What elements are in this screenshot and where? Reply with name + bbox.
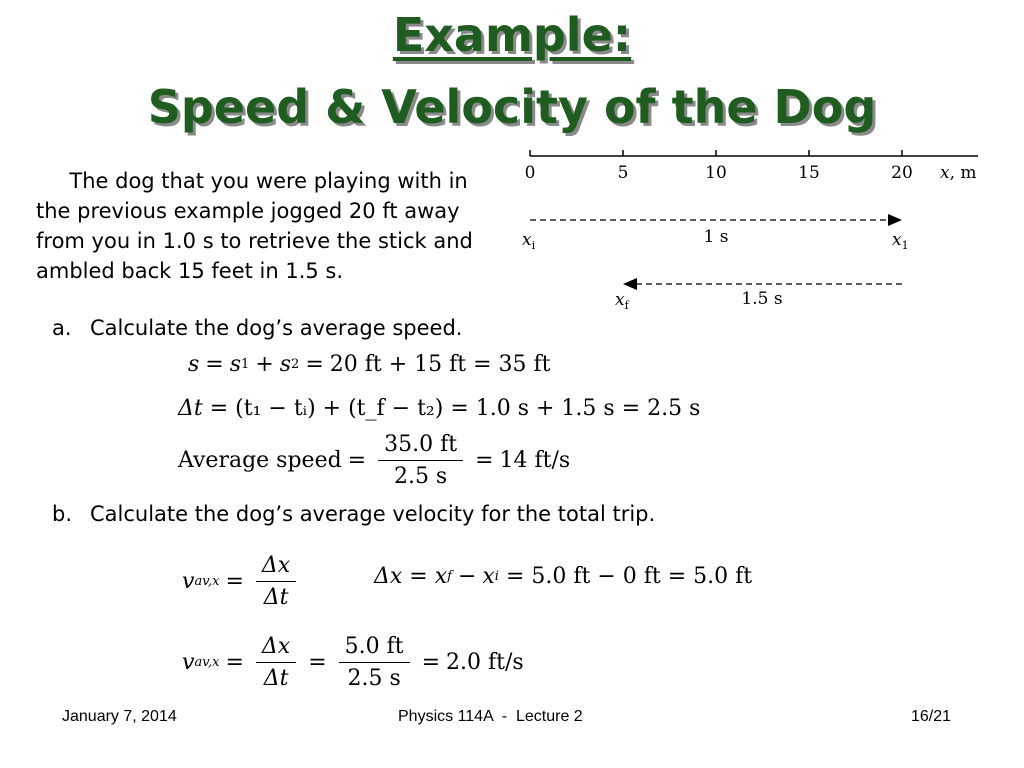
eq5-lhs: Δx = x xyxy=(374,564,448,589)
eq6-denominator1: Δt xyxy=(263,666,289,691)
question-b-label: b. xyxy=(52,502,73,526)
tick-label-20: 20 xyxy=(891,163,913,183)
slide-title-line1: Example: xyxy=(392,8,632,62)
eq4-denominator: Δt xyxy=(263,585,289,610)
eq4-v-sub: av,x xyxy=(194,574,220,589)
x1-label: $x_1$ xyxy=(892,230,909,252)
arrow1-label: 1 s xyxy=(703,227,729,247)
eq3-denominator: 2.5 s xyxy=(393,464,448,489)
question-a-text: Calculate the dog’s average speed. xyxy=(90,316,463,340)
question-b-text: Calculate the dog’s average velocity for the total trip. xyxy=(90,502,656,526)
slide-title-line2: Speed & Velocity of the Dog xyxy=(147,80,877,134)
eq3-label: Average speed xyxy=(178,448,342,473)
eq3-fraction xyxy=(378,432,463,489)
tick-label-15: 15 xyxy=(798,163,820,183)
equation-average-speed: Average speed = $\frac{35.0 ft}{2.5 s}$ = 14 ft/s xyxy=(178,432,571,489)
eq6-fraction2 xyxy=(339,634,410,691)
tick-label-0: 0 xyxy=(524,163,536,183)
eq6-v-sub: av,x xyxy=(194,655,220,670)
eq1-s: s xyxy=(188,352,200,377)
footer-page-number: 16/21 xyxy=(911,708,952,725)
tick-label-5: 5 xyxy=(617,163,629,183)
arrow2-label: 1.5 s xyxy=(741,289,783,309)
xi-label: $x_i$ xyxy=(522,230,536,252)
eq6-numerator2: 5.0 ft xyxy=(339,634,410,663)
eq3-result: 14 ft/s xyxy=(499,448,571,473)
eq4-v: v xyxy=(182,569,195,594)
footer-course: Physics 114A - Lecture 2 xyxy=(398,708,583,725)
eq6-fraction1 xyxy=(256,634,296,691)
question-a xyxy=(52,316,462,340)
arrowhead-back xyxy=(623,278,637,290)
equation-displacement: Δx = x f − x i = 5.0 ft − 0 ft = 5.0 ft xyxy=(374,564,753,589)
eq1-s1: s xyxy=(229,352,242,377)
intro-paragraph xyxy=(36,166,506,286)
equation-velocity-definition: v av,x = $\frac{\Delta x}{\Delta t}$ xyxy=(182,553,302,610)
eq6-result: 2.0 ft/s xyxy=(446,650,524,675)
tick-label-10: 10 xyxy=(705,163,727,183)
eq6-denominator2: 2.5 s xyxy=(347,666,401,691)
equation-total-time xyxy=(178,396,700,421)
question-a-label: a. xyxy=(52,316,72,340)
motion-diagram xyxy=(518,146,998,316)
eq3-numerator: 35.0 ft xyxy=(378,432,463,461)
arrowhead-forward xyxy=(888,214,902,226)
eq2-lhs: Δt xyxy=(178,396,203,421)
eq1-rhs: 20 ft + 15 ft = 35 ft xyxy=(329,352,551,377)
equation-average-velocity: v av,x = $\frac{\Delta x}{\Delta t}$ = $\frac{5.0 ft}{2.5 s}$ = 2.0 ft/s xyxy=(182,634,524,691)
question-b xyxy=(52,502,655,526)
eq5-rhs: = 5.0 ft − 0 ft = 5.0 ft xyxy=(505,564,753,589)
eq4-fraction xyxy=(256,553,296,610)
eq1-s1-sub: 1 xyxy=(241,357,250,372)
xf-label: $x_f$ xyxy=(615,290,629,312)
intro-text: The dog that you were playing with in the previous example jogged 20 ft away from you in 1.0 s to retrieve the stick and ambled back 15 feet in 1.5 s. xyxy=(36,169,473,283)
footer-date: January 7, 2014 xyxy=(62,708,177,725)
eq1-s2-sub: 2 xyxy=(291,357,300,372)
eq6-numerator1: Δx xyxy=(256,634,296,663)
eq1-s2: s xyxy=(279,352,292,377)
equation-total-distance: s = s 1 + s 2 = 20 ft + 15 ft = 35 ft xyxy=(188,352,551,377)
eq2-rhs: = (t₁ − tᵢ) + (t_f − t₂) = 1.0 s + 1.5 s = 2.5 s xyxy=(209,396,701,421)
eq6-v: v xyxy=(182,650,195,675)
eq4-numerator: Δx xyxy=(256,553,296,582)
axis-label: x, m xyxy=(940,163,977,183)
